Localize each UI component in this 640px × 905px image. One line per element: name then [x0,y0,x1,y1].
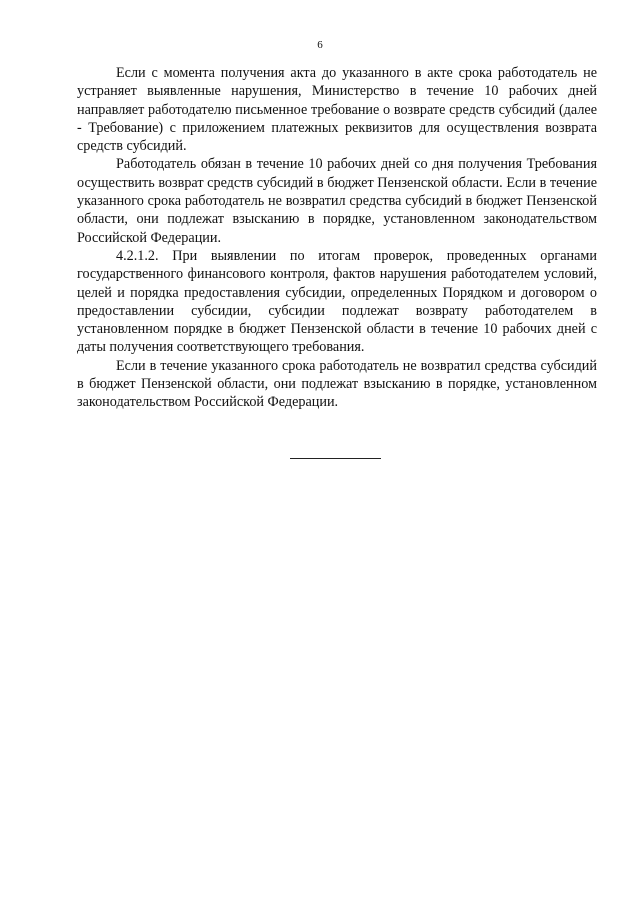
paragraph-return-demand: Если с момента получения акта до указанного в акте срока работодатель не устраняет выявленные нарушения, Министерство в течение 10 рабочих дней направляет работодателю письменное требование о возврате средств субсидий (далее - Требование) с приложением платежных реквизитов для осуществления возврата средств субсидий. [77,65,597,155]
paragraph-recovery: Если в течение указанного срока работодатель не возвратил средства субсидий в бюджет Пензенской области, они подлежат взысканию в порядке, установленном законодательством Российской Федерации. [77,357,597,411]
paragraph-clause-4-2-1-2: 4.2.1.2. При выявлении по итогам проверок, проведенных органами государственного финансового контроля, фактов нарушения работодателем условий, целей и порядка предоставления субсидии, определенных Порядком и договором о предоставлении субсидии, субсидии подлежат возврату работодателем в установленном порядке в бюджет Пензенской области в течение 10 рабочих дней с даты получения соответствующего требования. [77,247,597,356]
paragraph-employer-obligation: Работодатель обязан в течение 10 рабочих дней со дня получения Требования осуществить возврат средств субсидий в бюджет Пензенской области. Если в течение указанного срока работодатель не возвратил средства субсидий в бюджет Пензенской области, они подлежат взысканию в порядке, установленном законодательством Российской Федерации. [77,156,597,246]
document-body [77,64,597,412]
end-separator-line [290,458,381,459]
page-number: 6 [317,39,323,51]
